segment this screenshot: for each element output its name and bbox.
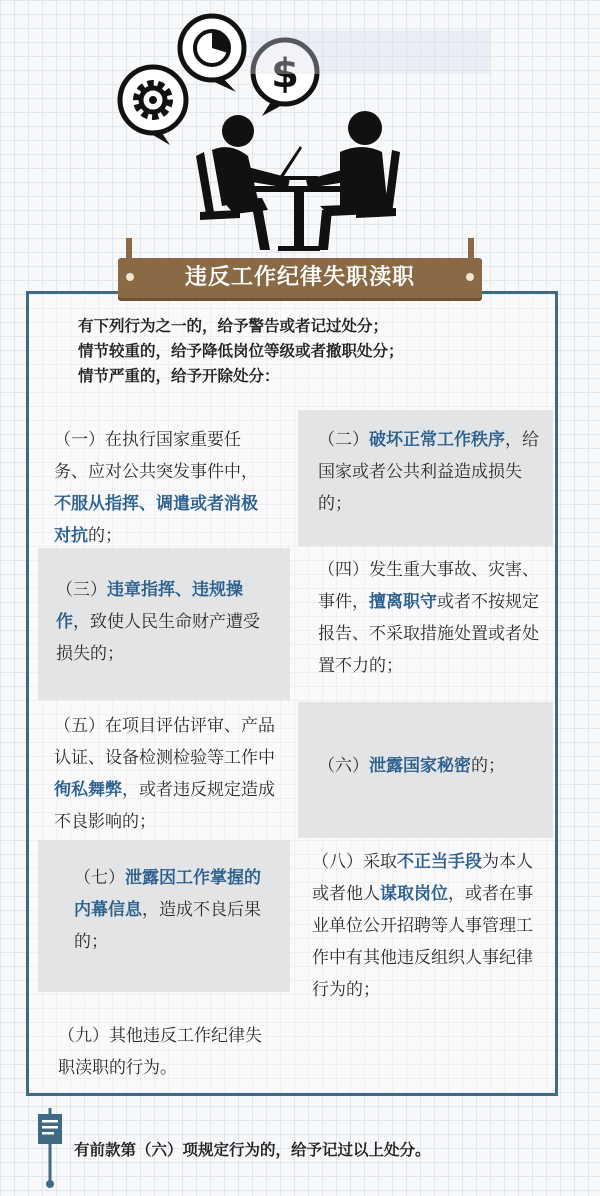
highlighted-text: 徇私舞弊 [54,780,122,800]
highlighted-text: 泄露国家秘密 [369,756,471,776]
clause-text: ，或者违反规定造成不良影响的； [54,780,275,832]
highlighted-text: 擅离职守 [369,592,437,612]
clause-text: （七） [74,868,125,888]
highlighted-text: 违章指挥、违规操作 [56,580,243,632]
clause-7 [38,840,290,992]
clause-text: ，致使人民生命财产遭受损失的； [56,612,260,664]
clause-text: ，给国家或者公共利益造成损失的； [318,430,539,514]
clause-8 [298,840,553,1000]
clause-9 [38,1020,288,1092]
banner-dot-right [466,273,474,281]
clause-text: （一）在执行国家重要任务、应对公共突发事件中， [54,430,258,482]
clause-text: ，或者在事业单位公开招聘等人事管理工作中有其他违反组织人事纪律行为的； [312,884,533,1000]
clause-text: （五）在项目评估评审、产品认证、设备检测检验等工作中 [54,716,275,768]
meeting-illustration [0,0,600,262]
clause-4 [298,548,553,700]
highlighted-text: 破坏正常工作秩序 [369,430,505,450]
clause-5 [38,702,290,838]
clause-text: 为本人或者他人 [312,852,533,904]
clause-text: 的； [88,526,122,546]
highlighted-text: 不服从指挥、调遣或者消极对抗 [54,494,258,546]
dollar-icon: $ [271,51,299,97]
intro-text [78,314,548,389]
clause-text: （二） [318,430,369,450]
highlighted-text: 不正当手段 [397,852,482,872]
clause-text: （三） [56,580,107,600]
clause-6 [298,702,553,838]
intro-line: 情节严重的，给予开除处分： [78,367,280,385]
clause-text: ，造成不良后果的； [74,900,261,952]
footer-note: 有前款第（六）项规定行为的，给予记过以上处分。 [74,1141,431,1159]
banner-title: 违反工作纪律失职渎职 [184,265,415,290]
intro-line: 有下列行为之一的，给予警告或者记过处分； [78,317,389,335]
clause-text: （六） [318,756,369,776]
clause-text: （九）其他违反工作纪律失职渎职的行为。 [58,1026,262,1078]
document-icon [34,1108,66,1190]
clause-text: （四）发生重大事故、灾害、事件， [318,560,539,612]
intro-line: 情节较重的，给予降低岗位等级或者撤职处分； [78,342,404,360]
clause-text: 的； [471,756,505,776]
clause-text: 或者不按规定报告、不采取措施处置或者处置不力的； [318,592,539,676]
highlighted-text: 谋取岗位 [380,884,448,904]
clause-2 [298,410,553,546]
right-person [306,111,400,250]
highlighted-text: 泄露因工作掌握的内幕信息 [74,868,261,920]
clause-text: （八）采取 [312,852,397,872]
gear-bubble [120,67,186,145]
left-person [196,115,290,250]
section-banner [118,258,482,302]
clause-3 [38,548,290,700]
clause-1 [38,410,290,546]
pie-bubble [180,16,244,92]
